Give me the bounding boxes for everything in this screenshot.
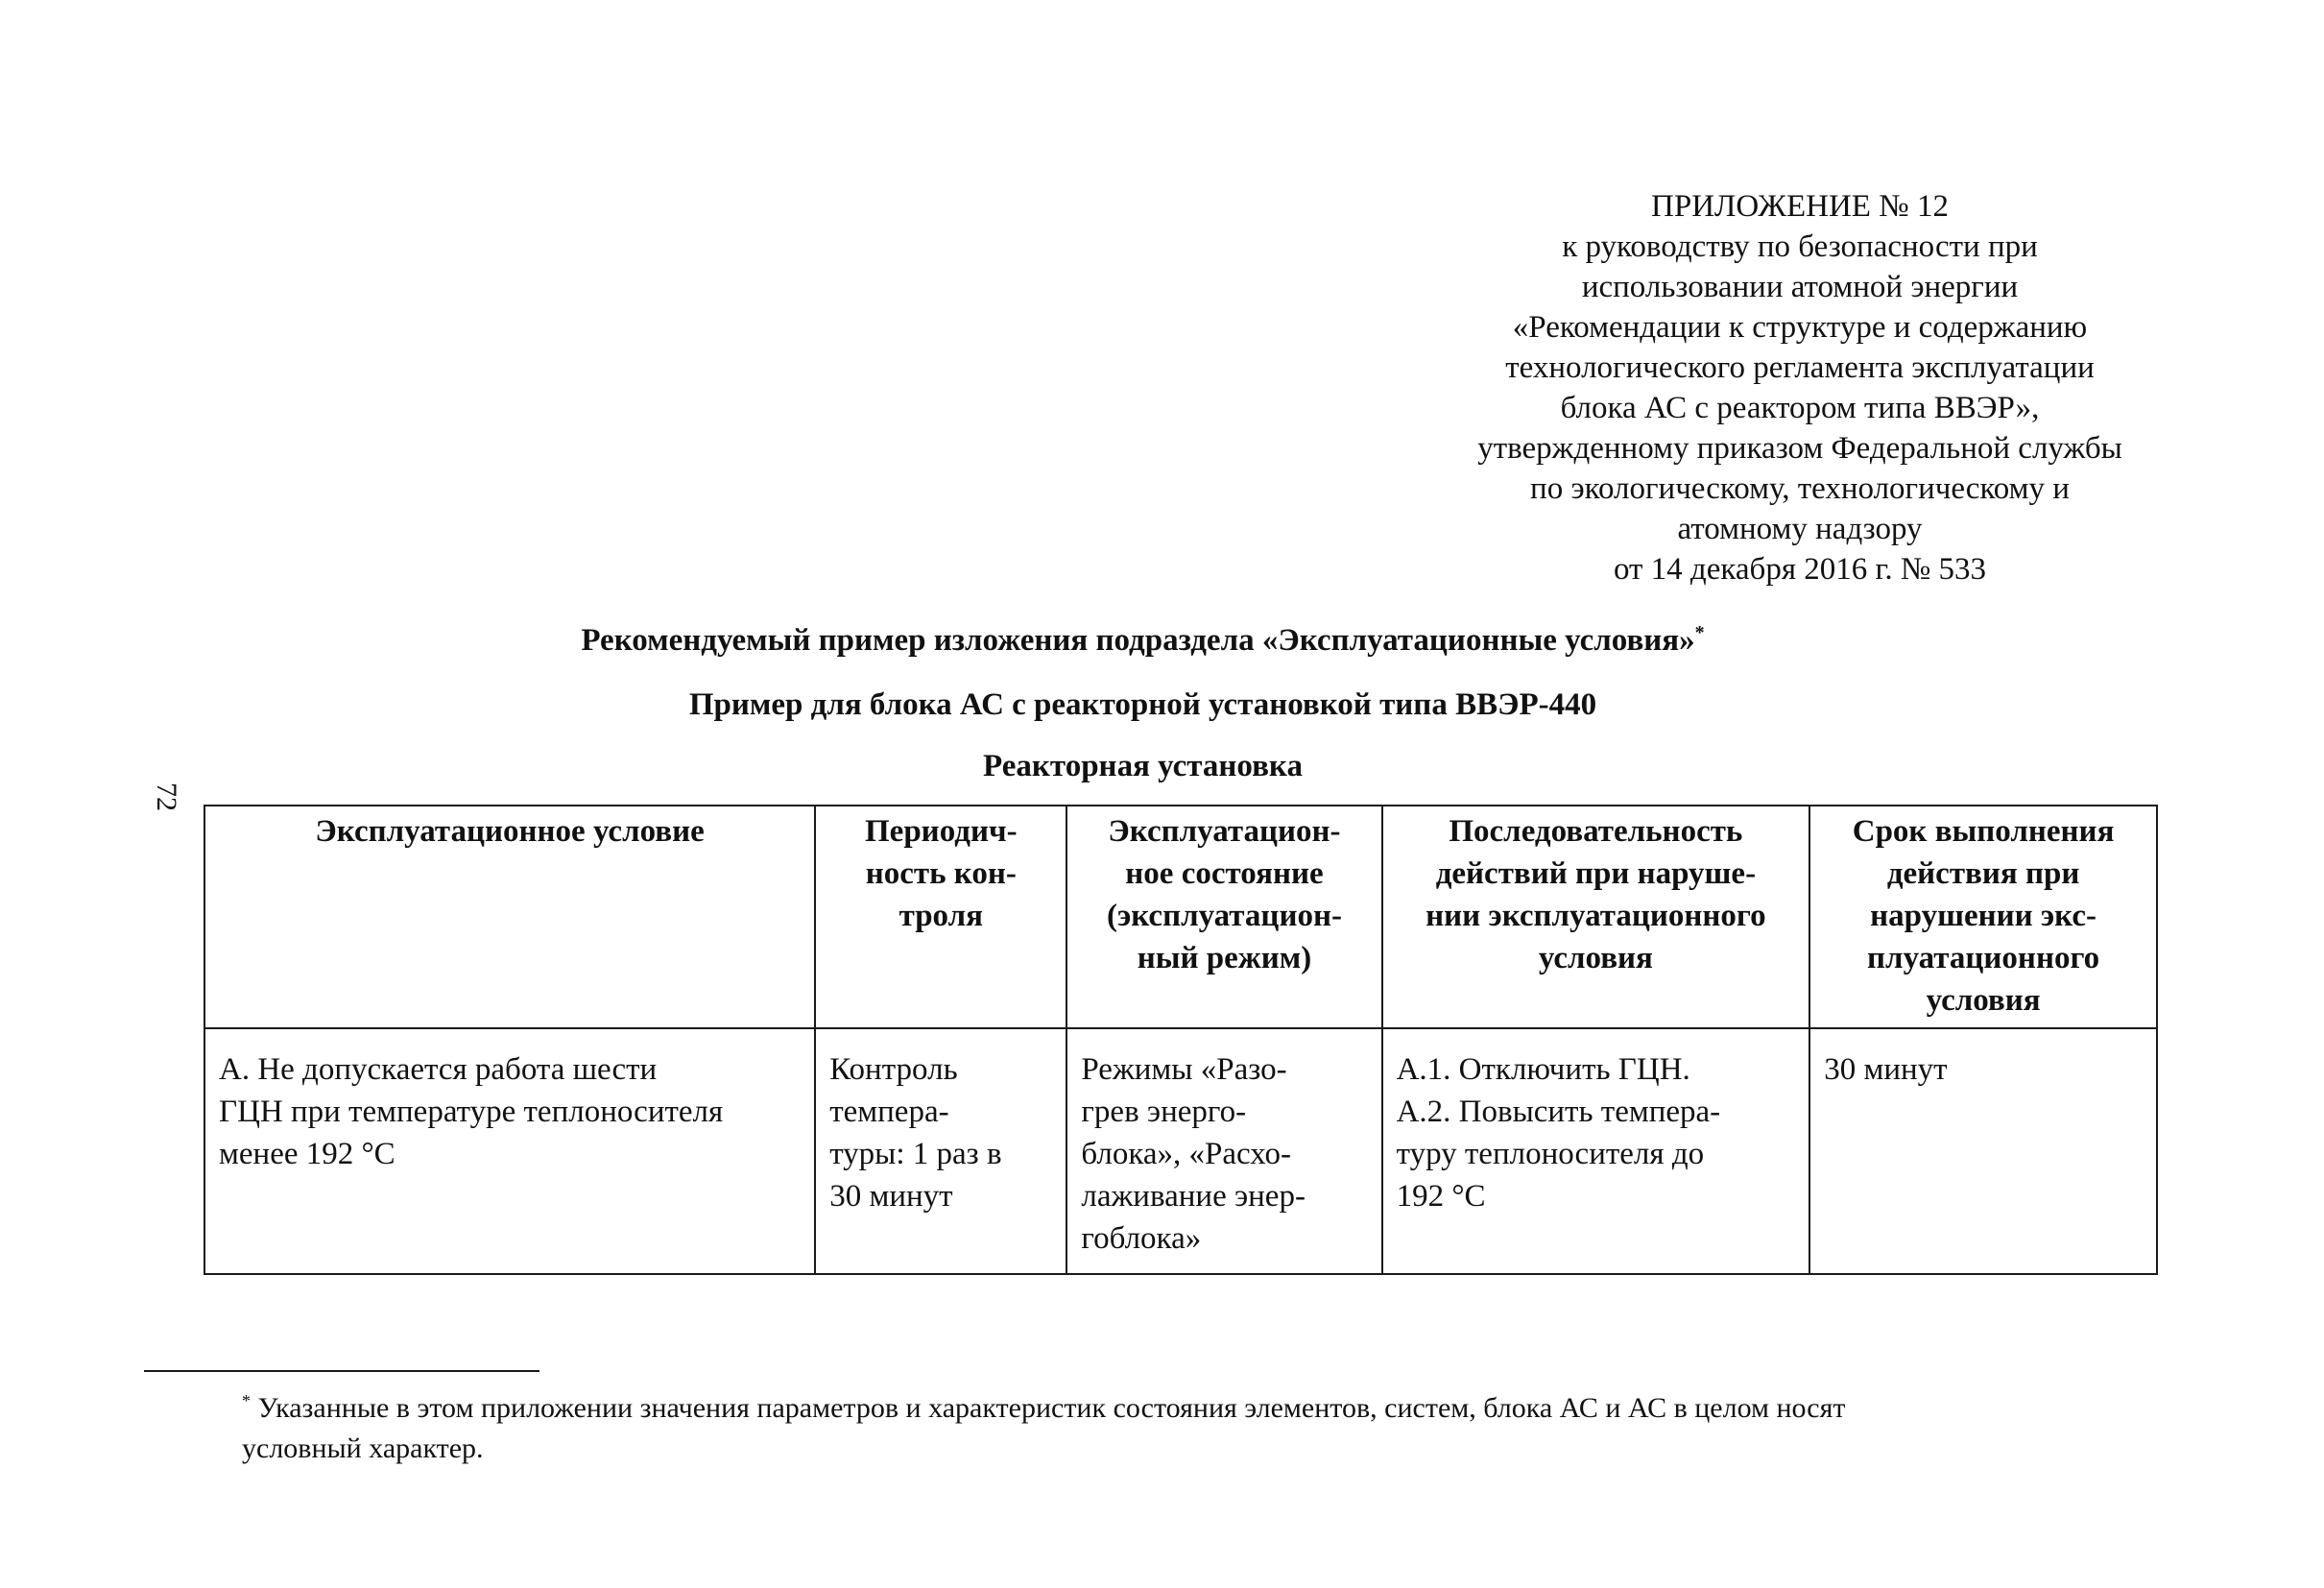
footnote-reference: * — [1694, 622, 1705, 643]
cell-line: темпера- — [829, 1095, 949, 1129]
header-control-frequency — [815, 806, 1066, 1028]
header-line: ность кон- — [865, 856, 1017, 891]
footnote-line: условный характер. — [242, 1432, 484, 1464]
cell-line: 192 °С — [1396, 1179, 1486, 1214]
cell-line: 30 минут — [1824, 1052, 1948, 1087]
cell-operating-condition — [204, 1028, 815, 1274]
appendix-line: блока АС с реактором типа ВВЭР», — [1560, 391, 2040, 425]
conditions-table — [204, 805, 2158, 1275]
header-line: плуатационного — [1867, 941, 2100, 975]
cell-completion-time — [1809, 1028, 2157, 1274]
cell-line: 30 минут — [829, 1179, 953, 1214]
main-heading-text: Рекомендуемый пример изложения подраздела «Эксплуатационные условия» — [581, 623, 1695, 658]
header-line: Срок выполнения — [1852, 814, 2115, 849]
header-operating-condition — [204, 806, 815, 1028]
appendix-line: использовании атомной энергии — [1581, 270, 2019, 304]
appendix-line: утвержденному приказом Федеральной службы — [1477, 431, 2122, 466]
header-line: действия при — [1886, 856, 2080, 891]
footnote-divider — [144, 1370, 539, 1372]
table-row — [204, 1028, 2157, 1274]
appendix-block — [1430, 186, 2169, 589]
header-completion-time — [1809, 806, 2157, 1028]
cell-line: туры: 1 раз в — [829, 1137, 1002, 1171]
footnote — [242, 1388, 2171, 1469]
cell-line: ГЦН при температуре теплоносителя — [219, 1095, 724, 1129]
appendix-date: от 14 декабря 2016 г. № 533 — [1613, 552, 1987, 587]
header-line: условия — [1926, 983, 2041, 1018]
header-line: условия — [1538, 941, 1653, 975]
footnote-line — [242, 1388, 2171, 1429]
cell-action-sequence — [1382, 1028, 1810, 1274]
cell-line: лаживание энер- — [1081, 1179, 1306, 1214]
header-line: нии эксплуатационного — [1426, 899, 1766, 933]
header-line: троля — [898, 899, 983, 933]
cell-line: Режимы «Разо- — [1081, 1052, 1287, 1087]
section-heading: Реакторная установка — [983, 749, 1303, 783]
cell-operating-state — [1066, 1028, 1381, 1274]
cell-line: А.1. Отключить ГЦН. — [1396, 1052, 1690, 1087]
header-line: ный режим) — [1137, 941, 1312, 975]
header-line: ное состояние — [1125, 856, 1324, 891]
header-line: действий при наруше- — [1435, 856, 1757, 891]
table-header-row — [204, 806, 2157, 1028]
cell-line: туру теплоносителя до — [1396, 1137, 1705, 1171]
page-number: 72 — [151, 782, 182, 811]
cell-line: А. Не допускается работа шести — [219, 1052, 658, 1087]
appendix-line: технологического регламента эксплуатации — [1505, 350, 2095, 385]
header-line: нарушении экс- — [1870, 899, 2096, 933]
subtitle-heading: Пример для блока АС с реакторной установкой типа ВВЭР-440 — [688, 687, 1597, 722]
header-line: Периодич- — [865, 814, 1018, 849]
header-operating-state — [1066, 806, 1381, 1028]
appendix-line: «Рекомендации к структуре и содержанию — [1512, 310, 2088, 345]
cell-line: менее 192 °С — [219, 1137, 395, 1171]
appendix-title: ПРИЛОЖЕНИЕ № 12 — [1651, 189, 1949, 224]
header-line: Последовательность — [1449, 814, 1743, 849]
appendix-line: атомному надзору — [1677, 512, 1923, 546]
header-line: (эксплуатацион- — [1106, 899, 1342, 933]
cell-control-frequency — [815, 1028, 1066, 1274]
cell-line: Контроль — [829, 1052, 958, 1087]
appendix-line: к руководству по безопасности при — [1562, 229, 2038, 264]
header-line: Эксплуатацион- — [1108, 814, 1341, 849]
cell-line: блока», «Расхо- — [1081, 1137, 1291, 1171]
cell-line: гоблока» — [1081, 1221, 1202, 1256]
footnote-text: Указанные в этом приложении значения параметров и характеристик состояния элементов, систем, блока АС и АС в целом носят — [257, 1392, 1846, 1424]
footnote-marker: * — [242, 1391, 251, 1410]
main-heading — [0, 621, 2305, 660]
cell-line: А.2. Повысить темпера- — [1396, 1095, 1721, 1129]
header-line: Эксплуатационное условие — [315, 814, 705, 849]
cell-line: грев энерго- — [1081, 1095, 1247, 1129]
header-action-sequence — [1382, 806, 1810, 1028]
appendix-line: по экологическому, технологическому и — [1530, 471, 2070, 506]
